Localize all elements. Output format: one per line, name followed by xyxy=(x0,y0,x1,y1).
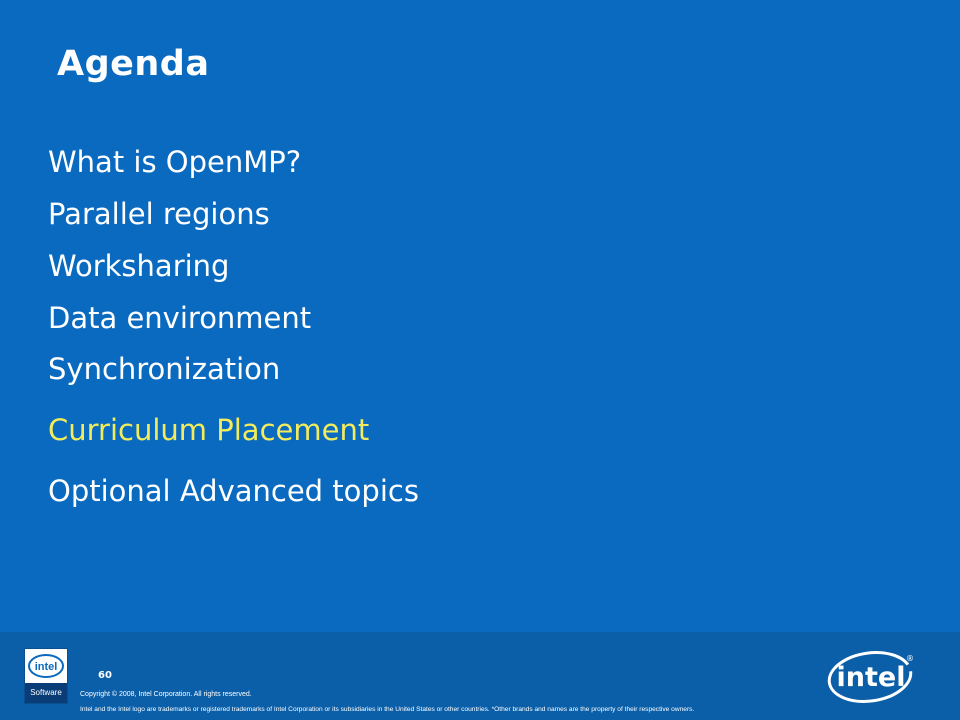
badge-software-label: Software xyxy=(25,683,67,703)
legal-text: Intel and the Intel logo are trademarks or registered trademarks of Intel Corporation or its subsidiaries in the United States or other countries. *Other brands and names are the property of their respective owners. xyxy=(80,706,695,713)
slide-title: Agenda xyxy=(57,44,210,84)
intel-software-badge xyxy=(24,648,68,704)
logo-intel-text: intel xyxy=(836,662,906,693)
agenda-item: What is OpenMP? xyxy=(48,145,302,179)
logo-reg-mark: ® xyxy=(906,654,914,663)
intel-badge-logo-icon xyxy=(25,649,67,683)
agenda-item: Synchronization xyxy=(48,352,281,386)
agenda-item: Worksharing xyxy=(48,249,230,283)
page-number: 60 xyxy=(98,670,112,681)
agenda-item: Data environment xyxy=(48,301,312,335)
intel-logo-icon xyxy=(826,647,916,705)
agenda-item: Optional Advanced topics xyxy=(48,474,419,508)
agenda-item: Parallel regions xyxy=(48,197,270,231)
badge-intel-text: intel xyxy=(34,661,58,673)
copyright-text: Copyright © 2008, Intel Corporation. All rights reserved. xyxy=(80,691,252,698)
agenda-item-highlighted: Curriculum Placement xyxy=(48,413,370,447)
